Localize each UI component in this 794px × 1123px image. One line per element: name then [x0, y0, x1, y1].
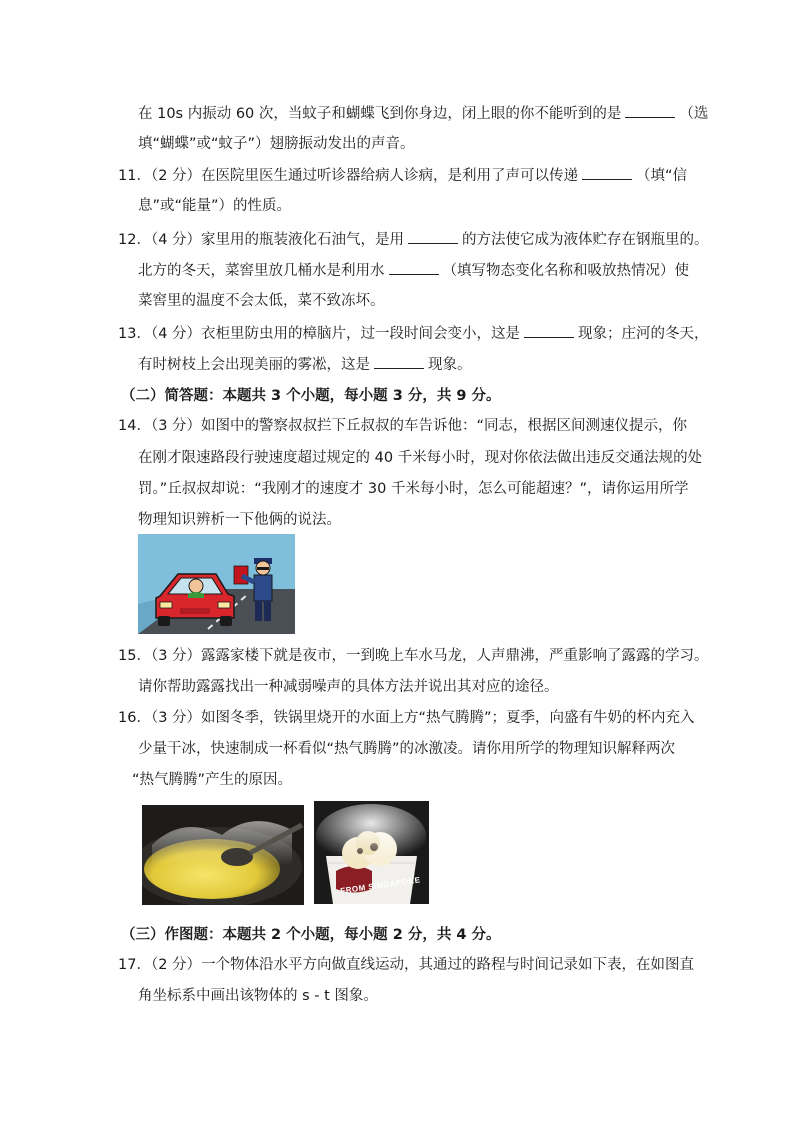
q14-line-4: 物理知识辨析一下他俩的说法。: [138, 512, 341, 528]
q14-line-2: 在刚才限速路段行驶速度超过规定的 40 千米每小时，现对你依法做出违反交通法规的处: [138, 450, 703, 466]
q14-line-3: 罚。”丘叔叔却说：“我刚才的速度才 30 千米每小时，怎么可能超速？”，请你运用所学: [138, 481, 689, 497]
q16-line-3: “热气腾腾”产生的原因。: [132, 772, 293, 788]
answer-blank[interactable]: [374, 354, 424, 369]
section-heading-short-answer: （二）简答题：本题共 3 个小题，每小题 3 分，共 9 分。: [121, 388, 501, 404]
q11-line-1: 11．（2 分）在医院里医生通过听诊器给病人诊病，是利用了声可以传递 （填“信: [118, 165, 687, 186]
police-car-illustration: [138, 534, 295, 634]
cup-brand-text: FROM SINGAPORE: [339, 875, 422, 896]
answer-blank[interactable]: [582, 165, 632, 180]
q13-line-2: 有时树枝上会出现美丽的雾凇，这是 现象。: [138, 354, 472, 375]
q16-line-1: 16．（3 分）如图冬季，铁锅里烧开的水面上方“热气腾腾”；夏季，向盛有牛奶的杯内充入: [118, 710, 695, 726]
answer-blank[interactable]: [389, 260, 439, 275]
q14-line-1: 14．（3 分）如图中的警察叔叔拦下丘叔叔的车告诉他：“同志，根据区间测速仪提示，你: [118, 418, 688, 434]
q16-line-2: 少量干冰，快速制成一杯看似“热气腾腾”的冰激凌。请你用所学的物理知识解释两次: [138, 741, 676, 757]
q13-line-1: 13．（4 分）衣柜里防虫用的樟脑片，过一段时间会变小，这是 现象；庄河的冬天，: [118, 323, 709, 344]
answer-blank[interactable]: [524, 323, 574, 338]
boiling-wok-photo: [142, 805, 304, 905]
q17-line-1: 17．（2 分）一个物体沿水平方向做直线运动，其通过的路程与时间记录如下表，在如图直: [118, 957, 695, 973]
q10-line-2: 填“蝴蝶”或“蚊子”）翅膀振动发出的声音。: [138, 136, 415, 152]
answer-blank[interactable]: [625, 103, 675, 118]
q11-line-2: 息”或“能量”）的性质。: [138, 198, 292, 214]
q12-line-2: 北方的冬天，菜窖里放几桶水是利用水 （填写物态变化名称和吸放热情况）使: [138, 260, 689, 281]
q10-line-1: 在 10s 内振动 60 次，当蚊子和蝴蝶飞到你身边，闭上眼的你不能听到的是 （选: [138, 103, 708, 124]
section-heading-drawing: （三）作图题：本题共 2 个小题，每小题 2 分，共 4 分。: [121, 927, 501, 943]
q17-line-2: 角坐标系中画出该物体的 s - t 图象。: [138, 988, 378, 1004]
q12-line-3: 菜窖里的温度不会太低，菜不致冻坏。: [138, 293, 385, 309]
q15-line-1: 15．（3 分）露露家楼下就是夜市，一到晚上车水马龙，人声鼎沸，严重影响了露露的学习。: [118, 648, 709, 664]
q12-line-1: 12．（4 分）家里用的瓶装液化石油气，是用 的方法使它成为液体贮存在钢瓶里的。: [118, 229, 709, 250]
q15-line-2: 请你帮助露露找出一种减弱噪声的具体方法并说出其对应的途径。: [138, 679, 559, 695]
dry-ice-ice-cream-photo: [314, 801, 429, 904]
answer-blank[interactable]: [408, 229, 458, 244]
